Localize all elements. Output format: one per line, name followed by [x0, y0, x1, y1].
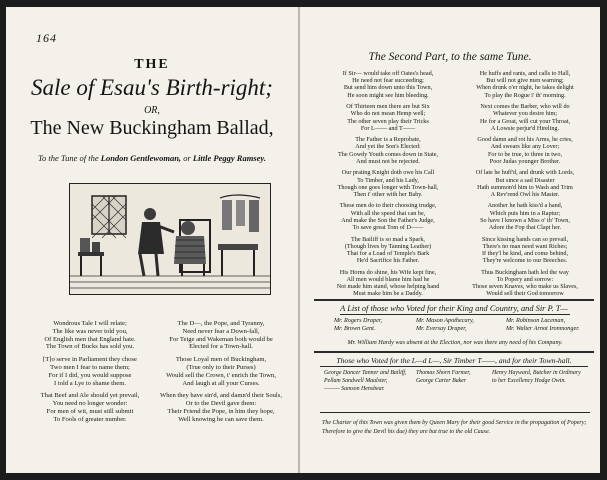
absent-note: Mr. William Hardy was absent at the Election, nor was there any need of his Company. [347, 339, 563, 346]
verse-line: Would sell their God tomorrow [486, 290, 564, 298]
voter-name: George Carter Baker [416, 378, 467, 385]
verse-line: That Beef and Ale should yet prevail, [40, 392, 140, 400]
voter-list-one [334, 317, 602, 333]
tune-two: Little Peggy Ramsey. [192, 153, 266, 163]
ballad-subtitle: The New Buckingham Ballad, [30, 117, 274, 139]
verse-line: And make the Son the Father's Judge, [341, 216, 435, 224]
verse-line: The Gowdy Youth comes down in State, [337, 150, 439, 158]
tune-mid: or [183, 153, 191, 163]
verse-line: Poor Judas younger Brother. [489, 157, 561, 165]
verse-line: His Horns do shine, his Wife kept fine, [339, 268, 437, 276]
verse-line: But will not give men warning; [486, 77, 564, 85]
charter-note: The Charter of this Town was given them by Queen Mary for their good Service in the propagation of Popery; Therefore to give the Devil his due) they are but true to the old Cause. [322, 420, 587, 435]
stanza [156, 320, 286, 351]
voter-name: Henry Hayward, Butcher in Ordinary [492, 370, 581, 376]
verse-line: He for a Groat, will cut your Throat, [479, 117, 571, 125]
verse-line: There's no man need want Riches; [482, 242, 568, 250]
voter-name: Mr. Rogers Draper, [334, 317, 383, 324]
verse-line: So have I known a Miss o' th' Town, [480, 216, 570, 224]
verse-line: He'd Sacrifice his Father. [356, 257, 420, 265]
verse-line: Those seven Knaves, who make us Slaves, [472, 283, 578, 291]
verse-line: To Fools of greater number. [53, 415, 127, 423]
verse-line: [T]o serve in Parliament they chose [43, 356, 137, 364]
verse-line: To save great Tom of D—— [352, 224, 424, 232]
verse-line: To play the Rogue i' th' morning. [484, 91, 566, 99]
stanza [324, 169, 452, 198]
voter-name: Pellam Sandwell Maulster, [324, 378, 388, 385]
voter-name: Mr. Walter Arnot Ironmonger. [506, 325, 580, 332]
verse-line: The like was never told you, [52, 327, 128, 335]
stanza [460, 103, 590, 132]
verse-line: If Sir— would take off Oates's head, [342, 70, 434, 77]
verse-line: A Rev'rend Owl his Master. [490, 190, 560, 198]
verse-line: For men of wit, must still submit [46, 407, 134, 415]
verse-line: You need no longer wonder: [52, 400, 128, 408]
title-or: OR, [144, 105, 160, 116]
verse-line: For Teige and Wakeman both would be [169, 335, 273, 343]
voter-row [334, 325, 602, 333]
verse-line: The Father is a Reprobate, [355, 136, 421, 144]
verse-line: And yet the Son's Elected: [355, 143, 421, 151]
verse-line: Hath summon'd him to Wash and Trim [477, 183, 573, 191]
voter-name: Mr. Robinson Laceman, [506, 317, 566, 324]
verse-line: Must make him be a Daddy. [353, 290, 423, 298]
verse-line: These men do to their choosing trudge, [339, 202, 437, 210]
verse-line: He huffs and rants, and calls to Hall, [479, 70, 571, 77]
verse-line: And laugh at all your Curses. [182, 379, 260, 387]
verse-column-left [28, 320, 152, 429]
verse-line: For to be true, to three in two, [487, 150, 563, 158]
ballad-title: Sale of Esau's Birth-right; [31, 75, 273, 100]
verse-line: But send him down unto this Town, [343, 84, 433, 92]
verse-line: Whatever you desire him; [492, 110, 558, 118]
verse-line: He need not fear succeeding; [352, 77, 424, 85]
verse-line: Need never fear a Down-fall, [182, 327, 260, 335]
stanza [28, 392, 152, 423]
stanza [460, 269, 590, 298]
verse-column-right [156, 320, 286, 429]
verse-line: Adore the Fop that Clapt her. [488, 224, 562, 232]
stanza [156, 356, 286, 387]
second-part-column-left [324, 70, 452, 302]
voter-list-two [324, 369, 592, 394]
handwritten-page-number: 164 [36, 31, 57, 45]
verse-line: Of Thirteen men there are but Six [346, 103, 430, 111]
verse-line: (True only to their Purses) [186, 363, 256, 371]
verse-line: Which puts him in a Raptur; [489, 209, 561, 217]
voter-row [334, 317, 602, 325]
voter-name: George Dancer Tanner and Bailiff, [324, 370, 407, 376]
stanza [324, 202, 452, 231]
verse-line: When drunk o'er night, he takes delight [476, 84, 574, 92]
stanza [28, 320, 152, 351]
verse-line: And swears like any Lover; [490, 143, 560, 151]
verse-line: Their Friend the Pope, in him they hope, [167, 407, 275, 415]
stanza [324, 70, 452, 99]
stanza [156, 392, 286, 423]
stanza [324, 269, 452, 298]
verse-line: For if I did, you would suppose [48, 371, 132, 379]
voter-name [416, 385, 492, 393]
verse-line: To Popery and sorrow: [496, 275, 554, 283]
verse-line: When they have sin'd, and damn'd their Souls, [160, 392, 282, 400]
verse-line: Our prating Knight doth owe his Call [341, 169, 435, 177]
rule-list1 [340, 314, 570, 315]
verse-line: Or to the Devil gave them: [185, 400, 257, 408]
rule-list2 [320, 366, 588, 367]
verse-line: I told a Lye to shame them. [54, 379, 126, 387]
second-part-column-right [460, 70, 590, 302]
title-the: THE [134, 57, 170, 72]
stanza [324, 236, 452, 265]
voter-name: Thomas Shorn Farmer, [416, 370, 471, 376]
voter-row [324, 385, 592, 393]
verse-line: He soon might see him bleeding. [347, 91, 429, 99]
verse-line: That for a Load of Temple's Bark [346, 249, 430, 257]
verse-line: Another he hath kiss'd a hand, [487, 202, 563, 210]
verse-line: Good damn and rot his Arms, he cries, [477, 136, 573, 144]
voter-name: Mr. Eversay Draper, [416, 325, 467, 332]
stanza [460, 202, 590, 231]
rule-top [314, 299, 594, 301]
voter-name [492, 385, 592, 393]
verse-line: Would sell the Crown, t' enrich the Town, [166, 371, 276, 379]
tune-line [6, 153, 298, 163]
stanza [324, 103, 452, 132]
verse-line: But since a sad Disaster [495, 176, 555, 184]
verse-line: Two men I fear to name them; [50, 363, 130, 371]
woodcut-illustration [69, 183, 271, 295]
verse-line: Since kissing hands can so prevail, [481, 235, 569, 243]
stanza [460, 169, 590, 198]
verse-line: The other seven play their Tricks [347, 117, 429, 125]
verse-line: Wondrous Tale I will relate; [53, 320, 127, 327]
verse-line: The Bailiff is so mad a Spark, [351, 235, 425, 243]
verse-line: Thus Buckingham hath led the way [481, 268, 569, 276]
verse-line: A Lowsie perjur'd Hireling. [490, 124, 560, 132]
verse-line: (Though lives by Tanning Leather) [344, 242, 432, 250]
verse-line: The D—, the Pope, and Tyranny, [177, 320, 265, 327]
voter-row [324, 377, 592, 385]
stanza [460, 136, 590, 165]
verse-line: If they'l be kind, and come behind, [482, 249, 568, 257]
verse-line: Those Loyal men of Buckingham, [175, 356, 267, 364]
verse-line: Elected for a Town-hall. [189, 343, 253, 351]
verse-line: They're welcome to our Breeches. [482, 257, 568, 265]
left-page [6, 7, 298, 473]
verse-line: All men would blame him had he [346, 275, 430, 283]
verse-line: Though one goes longer with Town-hall, [337, 183, 439, 191]
stanza [324, 136, 452, 165]
verse-line: Not made him stand, whose helping hand [336, 283, 440, 291]
tune-prefix: To the Tune of the [38, 153, 99, 163]
voter-row [324, 369, 592, 377]
right-page [300, 7, 600, 473]
verse-line: For L—— and T—— [360, 124, 416, 132]
woodcut-drawing [70, 184, 270, 294]
verse-line: Then t' other with her Baby. [353, 190, 423, 198]
voter-name: Mr. Mason Apothecary, [416, 317, 474, 324]
verse-line: Of late he huff'd, and drunk with Lords, [475, 169, 575, 177]
voter-name: ——— Samson Hensbear. [324, 386, 385, 393]
stanza [460, 236, 590, 265]
list-title-king-and-country: A List of those who Voted for their King and Country, and Sir P. T— [340, 304, 568, 313]
verse-line: Next comes the Barber, who will do [480, 103, 570, 111]
voter-name: to her Excellency Hodge Owin. [492, 378, 566, 385]
verse-line: The Town of Bucks has sold you. [45, 343, 135, 351]
second-part-title: The Second Part, to the same Tune. [368, 51, 532, 63]
verse-line: Well knowing he can save them. [178, 415, 264, 423]
stanza [460, 70, 590, 99]
verse-line: With all the speed that can be, [350, 209, 426, 217]
rule-charter [320, 412, 590, 413]
voter-name: Mr. Brown Gent. [334, 325, 376, 332]
rule-middle [314, 351, 594, 353]
stanza [28, 356, 152, 387]
verse-line: And must not be rejected. [356, 157, 420, 165]
verse-line: Of English men that England hate. [44, 335, 136, 343]
list-title-town-hall: Those who Voted for the L—d L—, Sir Timber T——, and for their Town-hall. [336, 356, 572, 365]
tune-one: London Gentlewoman, [100, 153, 182, 163]
verse-line: To Timber, and his Lady, [357, 176, 419, 184]
verse-line: Who do not mean Hemp well; [350, 110, 426, 118]
